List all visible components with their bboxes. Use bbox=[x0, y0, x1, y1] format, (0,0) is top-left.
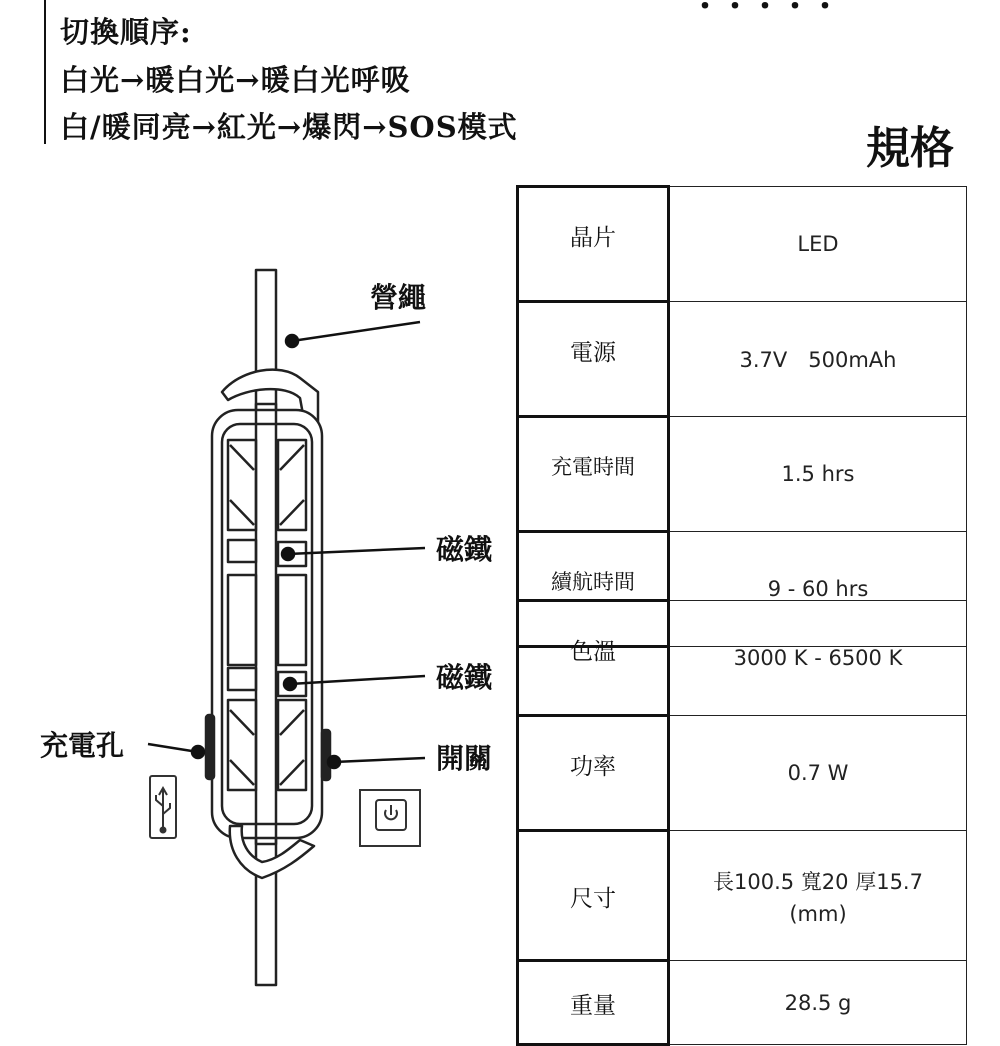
spec-value-runtime: 9 - 60 hrs bbox=[669, 532, 967, 647]
spec-value-charge-time: 1.5 hrs bbox=[669, 417, 967, 532]
spec-value-power-source: 3.7V 500mAh bbox=[669, 302, 967, 417]
mode-sequence-title: 切換順序: bbox=[60, 15, 192, 49]
mode-sequence-line-1: 白光→暖白光→暖白光呼吸 bbox=[60, 63, 411, 97]
cropped-top-text: ・・・・・ bbox=[690, 0, 840, 25]
spec-key-dimensions: 尺寸 bbox=[518, 831, 669, 961]
spec-key-color-temp: 色溫 bbox=[518, 601, 669, 716]
spec-key-runtime: 續航時間 bbox=[518, 532, 669, 647]
usb-icon bbox=[150, 776, 176, 838]
spec-value-dimensions-line1: 長100.5 寬20 厚15.7 bbox=[713, 869, 923, 894]
spec-value-chip: LED bbox=[669, 187, 967, 302]
spec-title: 規格 bbox=[866, 123, 954, 174]
label-magnet-upper: 磁鐵 bbox=[436, 533, 493, 566]
spec-value-wattage: 0.7 W bbox=[669, 716, 967, 831]
spec-value-weight: 28.5 g bbox=[669, 961, 967, 1045]
mode-sequence-line-2: 白/暖同亮→紅光→爆閃→SOS模式 bbox=[60, 110, 518, 144]
leader-switch bbox=[334, 758, 425, 762]
leader-charge-port bbox=[148, 744, 198, 752]
spec-key-power-source: 電源 bbox=[518, 302, 669, 417]
leader-dot-cord bbox=[286, 335, 298, 347]
charge-port-slot bbox=[206, 715, 214, 779]
leader-dot-magnet-1 bbox=[282, 548, 294, 560]
label-charge-port: 充電孔 bbox=[40, 729, 125, 762]
spec-value-dimensions-line2: (mm) bbox=[789, 901, 847, 926]
leader-cord bbox=[292, 322, 420, 341]
leader-dot-magnet-2 bbox=[284, 678, 296, 690]
leader-dot-charge-port bbox=[192, 746, 204, 758]
spec-key-charge-time: 充電時間 bbox=[518, 417, 669, 532]
switch-slot bbox=[322, 730, 330, 780]
label-switch: 開關 bbox=[436, 742, 493, 775]
spec-key-chip: 晶片 bbox=[518, 187, 669, 302]
spec-key-weight: 重量 bbox=[518, 961, 669, 1045]
spec-value-color-temp: 3000 K - 6500 K bbox=[669, 601, 967, 716]
label-lanyard: 營繩 bbox=[370, 281, 427, 314]
leader-dot-switch bbox=[328, 756, 340, 768]
label-magnet-lower: 磁鐵 bbox=[436, 661, 493, 694]
power-button-icon bbox=[360, 790, 420, 846]
spec-key-wattage: 功率 bbox=[518, 716, 669, 831]
